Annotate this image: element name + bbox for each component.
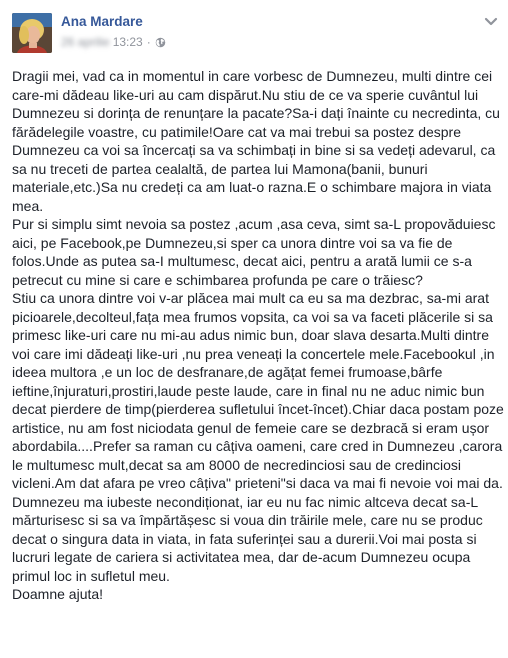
post-paragraph: Pur si simplu simt nevoia sa postez ,acum ,asa ceva, simt sa-L propovăduiesc aici, pe Facebook,pe Dumnezeu,si sper ca unora dintre voi sa va fie de folos.Unde as putea sa-I multumesc, decat aici, pentru a arată lumii ce s-a petrecut cu mine si care e schimbarea profunda pe care o trăiesc?	[12, 216, 500, 288]
post-paragraph: Doamne ajuta!	[12, 586, 104, 602]
post-paragraph: Dumnezeu ma iubeste necondiționat, iar eu nu fac nimic altceva decat sa-L mărturisesc si sa va împărtășesc si voua din trăirile mele, care nu se produc decat o singura data in viata, in fata suferinței sau a durerii.Voi mai posta si lucruri legate de cariera si activitatea mea, dar de-acum Dumnezeu ocupa primul loc in sufletul meu.	[12, 493, 487, 584]
avatar[interactable]	[12, 13, 52, 53]
globe-icon[interactable]	[155, 37, 166, 48]
meta-separator: ·	[146, 35, 151, 49]
post-body	[12, 67, 506, 604]
post-paragraph: Dragii mei, vad ca in momentul in care vorbesc de Dumnezeu, multi dintre cei care-mi dădeau like-uri au cam dispărut.Nu stiu de ce va sperie cuvântul lui Dumnezeu si dorința de renunțare la pacate?Sa-i dați înainte cu necredinta, cu fărădelegile voastre, cu patimile!Oare cat va mai trebui sa postez despre Dumnezeu ca voi sa încercați sa va schimbați in bine si sa vedeți adevarul, ca sa nu treceti de partea cealaltă, de partea lui Mamona(banii, bunuri materiale,etc.)Sa nu credeți ca am luat-o razna.E o schimbare majora in viata mea.	[12, 68, 504, 214]
chevron-down-icon[interactable]	[484, 14, 498, 24]
post-date[interactable]: 26 aprilie	[61, 35, 110, 49]
author-name-link[interactable]: Ana Mardare	[61, 14, 143, 29]
post-meta	[61, 35, 166, 49]
avatar-photo	[12, 13, 52, 53]
post-time[interactable]: 13:23	[112, 35, 143, 49]
post-paragraph: Stiu ca unora dintre voi v-ar plăcea mai mult ca eu sa ma dezbrac, sa-mi arat picioarele,decolteul,fața mea frumos vopsita, ca voi sa va faceti plăcerile si sa primesc like-uri care nu mi-au adus nimic bun, doar slava desarta.Multi dintre voi care imi dădeați like-uri ,nu prea veneați la concertele mele.Facebookul ,in ideea multora ,e un loc de desfranare,de agățat femei frumoase,bârfe ieftine,înjuraturi,prostiri,laude peste laude, care in final nu ne aduc nimic bun decat pierdere de timp(pierderea sufletului încet-încet).Chiar daca postam poze artistice, nu am fost niciodata genul de femeie care se dezbracă si eram ușor abordabila....Prefer sa raman cu câțiva oameni, care cred in Dumnezeu ,carora le multumesc mult,decat sa am 8000 de necredinciosi sau de credinciosi vicleni.Am dat afara pe vreo câțiva" prieteni"si daca va mai fi nevoie voi mai da.	[12, 290, 508, 491]
post-header	[0, 0, 508, 58]
